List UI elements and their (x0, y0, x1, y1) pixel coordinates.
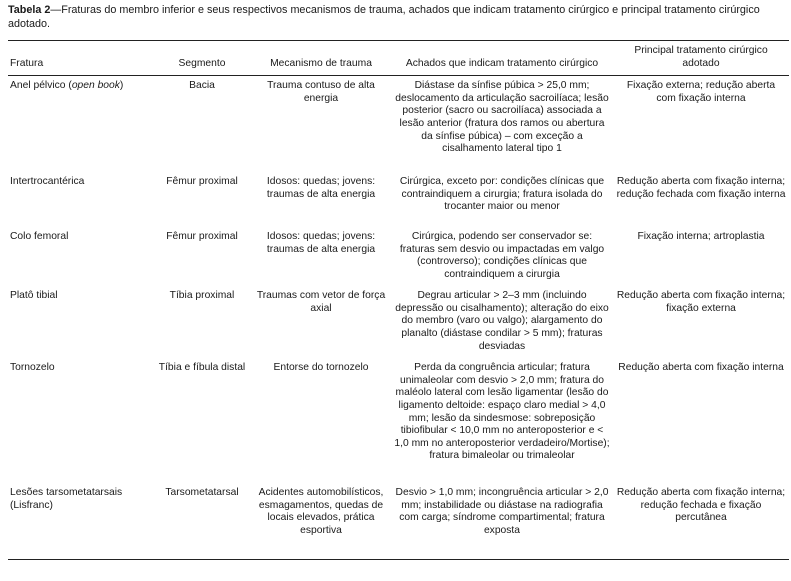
header-segmento: Segmento (178, 57, 226, 69)
table-row (8, 172, 789, 227)
cell-tratamento: Fixação externa; redução aberta com fixação interna (626, 80, 776, 104)
cell-segmento: Tíbia proximal (169, 290, 235, 302)
table-caption (8, 3, 788, 31)
cell-tratamento: Fixação interna; artroplastia (637, 231, 765, 243)
cell-fratura-text: Tornozelo (10, 362, 55, 374)
table-row (8, 227, 789, 286)
cell-segmento: Bacia (189, 80, 215, 92)
cell-segmento: Fêmur proximal (166, 176, 238, 188)
cell-achados: Perda da congruência articular; fratura unimaleolar com desvio > 2,0 mm; fratura do maléolo lateral com lesão ligamentar (lesão do ligamento deltoide: espaço claro medial > 4,0 mm; lesão da sindesmose: sobreposição tibiofibular < 10,0 mm no anteroposterior e < 1,0 mm no anteroposterior verdadeiro/Mortise); fratura bimaleolar ou trimaleolar (394, 362, 610, 462)
cell-achados: Cirúrgica, podendo ser conservador se: fraturas sem desvio ou impactadas em valgo (controverso); condições clínicas que contraindiquem a cirurgia (399, 231, 605, 280)
cell-segmento: Tarsometatarsal (165, 487, 239, 499)
header-tratamento: Principal tratamento cirúrgico adotado (634, 45, 768, 69)
table-header-row (8, 41, 789, 76)
cell-fratura (8, 172, 153, 227)
table-caption-text: —Fraturas do membro inferior e seus respectivos mecanismos de trauma, achados que indicam tratamento cirúrgico e principal tratamento cirúrgico adotado. (8, 4, 760, 30)
cell-fratura (8, 76, 153, 173)
table-row (8, 286, 789, 358)
cell-mecanismo: Acidentes automobilísticos, esmagamentos, quedas de locais elevados, prática esportiva (258, 487, 384, 536)
cell-fratura-text: Lesões tarsometatarsais (Lisfranc) (10, 487, 123, 511)
header-mecanismo: Mecanismo de trauma (270, 57, 372, 69)
cell-mecanismo: Idosos: quedas; jovens: traumas de alta energia (266, 176, 376, 200)
fractures-table (8, 40, 789, 560)
cell-fratura (8, 227, 153, 286)
cell-fratura-text: Anel pélvico ( (10, 80, 72, 92)
header-achados: Achados que indicam tratamento cirúrgico (405, 57, 599, 69)
cell-achados: Cirúrgica, exceto por: condições clínicas que contraindiquem a cirurgia; fratura isolada do trocanter maior ou menor (399, 176, 605, 213)
cell-fratura (8, 286, 153, 358)
cell-fratura-text: Platô tibial (10, 290, 58, 302)
cell-fratura-end: ) (119, 80, 124, 92)
cell-mecanismo: Traumas com vetor de força axial (256, 290, 386, 314)
cell-mecanismo: Trauma contuso de alta energia (267, 80, 375, 104)
cell-mecanismo: Entorse do tornozelo (273, 362, 369, 374)
cell-segmento: Fêmur proximal (166, 231, 238, 243)
cell-achados: Degrau articular > 2–3 mm (incluindo depressão ou cisalhamento); alteração do eixo do membro (varo ou valgo); alargamento do planalto (diástase condilar > 5 mm); fraturas desviadas (395, 290, 609, 352)
cell-achados: Diástase da sínfise púbica > 25,0 mm; deslocamento da articulação sacroilíaca; lesão posterior (sacro ou sacroilíaca) associada a lesão anterior (fratura dos ramos ou abertura da sínfise púbica) – com exceção a cisalhamento lateral tipo 1 (395, 80, 609, 155)
cell-fratura-text: Intertrocantérica (10, 176, 85, 188)
table-row (8, 358, 789, 483)
cell-achados: Desvio > 1,0 mm; incongruência articular > 2,0 mm; instabilidade ou diástase na radiografia com carga; síndrome compartimental; fratura exposta (395, 487, 609, 536)
table-row (8, 76, 789, 173)
header-fratura: Fratura (10, 57, 44, 69)
cell-segmento: Tíbia e fíbula distal (158, 362, 246, 374)
cell-tratamento: Redução aberta com fixação interna; fixação externa (616, 290, 786, 314)
cell-fratura (8, 483, 153, 560)
table-label: Tabela 2 (8, 4, 51, 16)
cell-tratamento: Redução aberta com fixação interna; redução fechada e fixação percutânea (616, 487, 786, 524)
cell-fratura-italic: open book (71, 80, 120, 92)
cell-tratamento: Redução aberta com fixação interna; redução fechada com fixação interna (616, 176, 786, 200)
cell-fratura (8, 358, 153, 483)
cell-fratura-text: Colo femoral (10, 231, 69, 243)
table-row (8, 483, 789, 560)
cell-tratamento: Redução aberta com fixação interna (618, 362, 784, 374)
cell-mecanismo: Idosos: quedas; jovens: traumas de alta energia (266, 231, 376, 255)
